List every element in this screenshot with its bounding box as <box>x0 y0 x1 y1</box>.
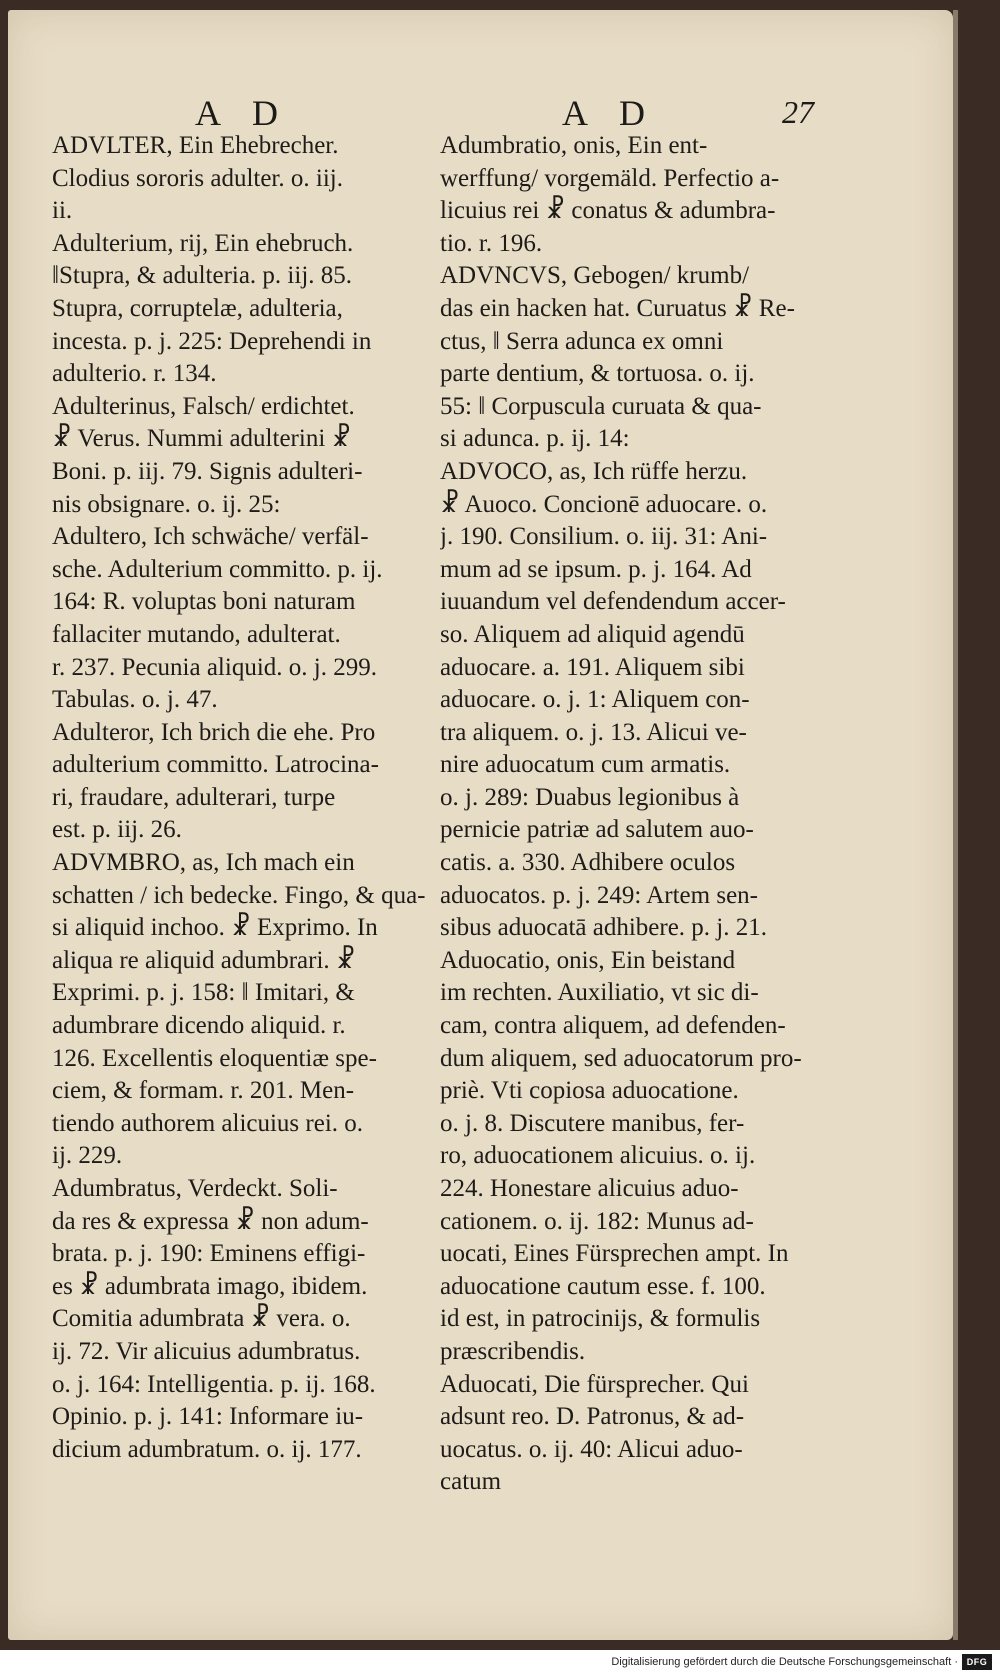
text-line: catum <box>440 1468 502 1496</box>
text-line: priè. Vti copiosa aduocatione. <box>440 1077 739 1105</box>
text-line: iuuandum vel defendendum accer- <box>440 588 786 616</box>
text-line: ADVLTER, Ein Ehebrecher. <box>52 132 339 159</box>
text-line: Adulterium, rij, Ein ehebruch. <box>52 229 354 257</box>
text-line: cationem. o. ij. 182: Munus ad- <box>440 1207 754 1235</box>
text-line: Adumbratio, onis, Ein ent- <box>440 132 708 159</box>
text-line: dicium adumbratum. o. ij. 177. <box>52 1435 362 1463</box>
text-line: werffung/ vorgemäld. Perfectio a- <box>440 164 780 192</box>
text-line: est. p. iij. 26. <box>52 816 182 844</box>
footer-bar <box>0 1651 1000 1676</box>
text-line: 164: R. voluptas boni naturam <box>52 588 356 616</box>
text-line: nis obsignare. o. ij. 25: <box>52 490 281 518</box>
text-line: Aduocatio, onis, Ein beistand <box>440 946 736 974</box>
text-line: nire aduocatum cum armatis. <box>440 751 731 779</box>
text-line: si aliquid inchoo. ☧ Exprimo. In <box>52 914 378 942</box>
text-line: aduocatos. p. j. 249: Artem sen- <box>440 881 758 909</box>
text-line: Boni. p. iij. 79. Signis adulteri- <box>52 457 363 485</box>
text-line: ctus, ‖ Serra adunca ex omni <box>440 327 724 355</box>
text-line: adumbrare dicendo aliquid. r. <box>52 1012 346 1040</box>
text-line: Adulteror, Ich brich die ehe. Pro <box>52 718 376 746</box>
running-head-right: A D <box>562 93 658 133</box>
text-line: 126. Excellentis eloquentiæ spe- <box>52 1044 377 1072</box>
text-line: uocatus. o. ij. 40: Alicui aduo- <box>440 1435 743 1463</box>
text-line: uocati, Eines Fürsprechen ampt. In <box>440 1240 789 1268</box>
text-line: sche. Adulterium committo. p. ij. <box>52 555 383 583</box>
page-edge <box>953 10 958 1640</box>
right-text-column <box>440 130 825 1499</box>
text-line: ☧ Auoco. Concionē aduocare. o. <box>440 490 768 518</box>
dfg-logo-icon: DFG <box>962 1654 992 1670</box>
text-line: r. 237. Pecunia aliquid. o. j. 299. <box>52 653 377 681</box>
text-line: Opinio. p. j. 141: Informare iu- <box>52 1403 364 1431</box>
running-head-left: A D <box>195 93 291 133</box>
text-line: Clodius sororis adulter. o. iij. <box>52 164 343 192</box>
text-line: adulterio. r. 134. <box>52 360 217 388</box>
text-line: schatten / ich bedecke. Fingo, & qua- <box>52 881 426 909</box>
left-text-column <box>52 130 438 1466</box>
text-line: incesta. p. j. 225: Deprehendi in <box>52 327 372 355</box>
text-line: tio. r. 196. <box>440 229 543 257</box>
text-line: 224. Honestare alicuius aduo- <box>440 1175 739 1202</box>
text-line: Exprimi. p. j. 158: ‖ Imitari, & <box>52 979 355 1007</box>
text-line: das ein hacken hat. Curuatus ☧ Re- <box>440 294 795 322</box>
text-line: ij. 72. Vir alicuius adumbratus. <box>52 1337 361 1365</box>
text-line: j. 190. Consilium. o. iij. 31: Ani- <box>440 523 768 551</box>
text-line: Aduocati, Die fürsprecher. Qui <box>440 1370 749 1398</box>
text-line: ☧ Verus. Nummi adulterini ☧ <box>52 425 352 453</box>
text-line: Adumbratus, Verdeckt. Soli- <box>52 1175 338 1202</box>
text-line: ii. <box>52 197 73 225</box>
text-line: so. Aliquem ad aliquid agendū <box>440 620 745 648</box>
text-line: fallaciter mutando, adulterat. <box>52 620 341 648</box>
text-line: pernicie patriæ ad salutem auo- <box>440 816 754 844</box>
text-line: adsunt reo. D. Patronus, & ad- <box>440 1403 745 1431</box>
text-line: Adultero, Ich schwäche/ verfäl- <box>52 523 369 551</box>
text-line: brata. p. j. 190: Eminens effigi- <box>52 1240 366 1268</box>
text-line: ri, fraudare, adulterari, turpe <box>52 783 336 811</box>
text-line: licuius rei ☧ conatus & adumbra- <box>440 197 776 225</box>
text-line: Comitia adumbrata ☧ vera. o. <box>52 1305 351 1333</box>
funding-credit: Digitalisierung gefördert durch die Deutsche Forschungsgemeinschaft · <box>611 1656 958 1668</box>
text-line: aliqua re aliquid adumbrari. ☧ <box>52 946 356 974</box>
text-line: ADVNCVS, Gebogen/ krumb/ <box>440 262 750 290</box>
text-line: o. j. 8. Discutere manibus, fer- <box>440 1109 745 1137</box>
text-line: præscribendis. <box>440 1337 586 1365</box>
text-line: tra aliquem. o. j. 13. Alicui ve- <box>440 718 747 746</box>
text-line: ro, aduocationem alicuius. o. ij. <box>440 1142 756 1170</box>
text-line: ADVMBRO, as, Ich mach ein <box>52 849 355 877</box>
text-line: dum aliquem, sed aduocatorum pro- <box>440 1044 802 1072</box>
text-line: da res & expressa ☧ non adum- <box>52 1207 369 1235</box>
text-line: im rechten. Auxiliatio, vt sic di- <box>440 979 759 1007</box>
text-line: ij. 229. <box>52 1142 123 1170</box>
text-line: aduocatione cautum esse. f. 100. <box>440 1272 766 1300</box>
text-line: Adulterinus, Falsch/ erdichtet. <box>52 392 355 420</box>
text-line: ‖Stupra, & adulteria. p. iij. 85. <box>52 262 353 290</box>
text-line: 55: ‖ Corpuscula curuata & qua- <box>440 392 762 420</box>
text-line: Stupra, corruptelæ, adulteria, <box>52 294 343 322</box>
text-line: o. j. 164: Intelligentia. p. ij. 168. <box>52 1370 376 1398</box>
text-line: sibus aduocatā adhibere. p. j. 21. <box>440 914 767 942</box>
text-line: mum ad se ipsum. p. j. 164. Ad <box>440 555 752 583</box>
page-number: 27 <box>782 94 814 130</box>
text-line: tiendo authorem alicuius rei. o. <box>52 1109 364 1137</box>
text-line: si adunca. p. ij. 14: <box>440 425 630 453</box>
text-line: aduocare. a. 191. Aliquem sibi <box>440 653 745 681</box>
text-line: catis. a. 330. Adhibere oculos <box>440 849 736 877</box>
text-line: adulterium committo. Latrocina- <box>52 751 379 779</box>
text-line: o. j. 289: Duabus legionibus à <box>440 783 740 811</box>
text-line: cam, contra aliquem, ad defenden- <box>440 1012 786 1040</box>
text-line: id est, in patrocinijs, & formulis <box>440 1305 761 1333</box>
text-line: ADVOCO, as, Ich rüffe herzu. <box>440 457 748 485</box>
text-line: ciem, & formam. r. 201. Men- <box>52 1077 355 1105</box>
text-line: aduocare. o. j. 1: Aliquem con- <box>440 686 750 714</box>
text-line: es ☧ adumbrata imago, ibidem. <box>52 1272 368 1300</box>
text-line: parte dentium, & tortuosa. o. ij. <box>440 360 755 388</box>
text-line: Tabulas. o. j. 47. <box>52 686 218 714</box>
